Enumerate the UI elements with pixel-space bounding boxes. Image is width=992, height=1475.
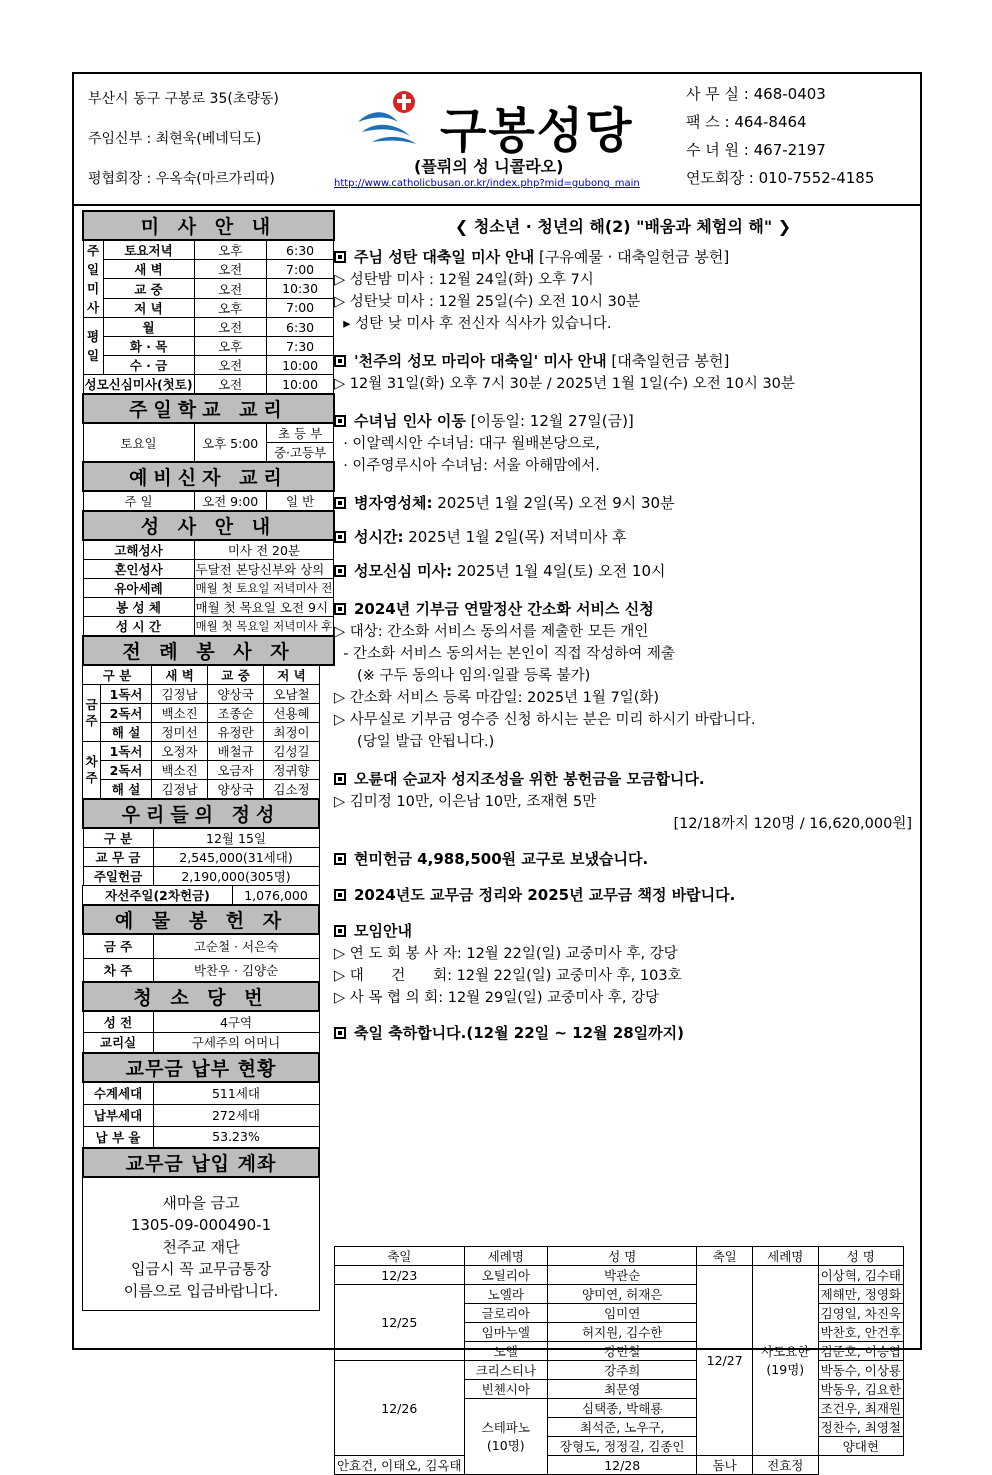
server-name: 양상국 [208, 780, 264, 799]
school-elementary: 초 등 부 [266, 423, 334, 443]
cleaning-label: 교리실 [83, 1032, 153, 1053]
feast-names: 최석준, 노우구, [548, 1418, 697, 1437]
server-name: 배철규 [208, 742, 264, 761]
feast-names: 안효건, 이태오, 김옥태 [335, 1456, 465, 1475]
sacrament-name: 유아세례 [83, 579, 194, 598]
feast-names: 양미연, 허재은 [548, 1285, 697, 1304]
feast-names: 조건우, 최재원 [818, 1399, 903, 1418]
catechumen-time: 오전 9:00 [194, 491, 266, 511]
feast-names: 정찬수, 최영철 [818, 1418, 903, 1437]
notice-section [334, 847, 912, 871]
bank-account [82, 1177, 320, 1311]
mass-name: 새 벽 [103, 260, 194, 279]
school-middle-high: 중·고등부 [266, 443, 334, 463]
section-title: 성모신심 미사: 2025년 1월 4일(토) 오전 10시 [334, 559, 912, 583]
server-name: 선용혜 [264, 704, 320, 723]
feast-names: 강주희 [548, 1361, 697, 1380]
notice-section [334, 349, 912, 395]
servers-header: 새 벽 [152, 666, 208, 685]
server-name: 오금자 [208, 761, 264, 780]
mass-time: 7:00 [266, 298, 334, 317]
feast-saint: 돔나 [697, 1456, 753, 1475]
server-name: 김정남 [152, 685, 208, 704]
feast-saint: 오틸리아 [464, 1266, 547, 1285]
offering-table [82, 798, 320, 886]
feast-header: 축일 [335, 1247, 465, 1266]
section-line: ▷ 김미정 10만, 이은남 10만, 조재현 5만 [334, 794, 597, 810]
sacrament-name: 혼인성사 [83, 560, 194, 579]
section-title: 축일 축하합니다.(12월 22일 ~ 12월 28일까지) [334, 1021, 912, 1045]
notice-section [334, 409, 912, 477]
mass-name: 월 [103, 318, 194, 337]
server-role: 2독서 [101, 704, 152, 723]
section-line: · 이알렉시안 수녀님: 대구 월배본당으로, [334, 436, 600, 452]
square-bullet-icon [334, 773, 346, 785]
server-name: 정미선 [152, 723, 208, 742]
sacrament-desc: 미사 전 20분 [194, 540, 334, 560]
sacrament-desc: 매월 첫 토요일 저녁미사 전 [194, 579, 334, 598]
server-name: 백소진 [152, 704, 208, 723]
section-line: · 이주영루시아 수녀님: 서울 아해맘에서. [334, 458, 600, 474]
offering-label: 주일헌금 [83, 867, 153, 886]
donor-value: 고순철 · 서은숙 [153, 934, 319, 958]
feast-names: 김영일, 차진욱 [818, 1304, 903, 1323]
server-name: 양상국 [208, 685, 264, 704]
servers-header: 교 중 [208, 666, 264, 685]
feast-saint: 빈첸시아 [464, 1380, 547, 1399]
feast-date: 12/23 [335, 1266, 465, 1285]
feast-names: 최문영 [548, 1380, 697, 1399]
servers-table [82, 665, 320, 799]
notice-section [334, 245, 912, 335]
feast-names: 허지원, 김수한 [548, 1323, 697, 1342]
mass-time: 7:00 [266, 260, 334, 279]
square-bullet-icon [334, 565, 346, 577]
server-name: 김소정 [264, 780, 320, 799]
account-number: 1305-09-000490-1 [130, 1216, 272, 1234]
school-time: 오후 5:00 [194, 423, 266, 462]
square-bullet-icon [334, 497, 346, 509]
square-bullet-icon [334, 355, 346, 367]
school-day: 토요일 [83, 423, 194, 462]
offering-title: 우리들의 정성 [83, 799, 319, 828]
sacrament-desc: 매월 첫 목요일 저녁미사 후 [194, 617, 334, 637]
donor-label: 금 주 [83, 934, 153, 958]
mass-ampm: 오후 [194, 337, 266, 356]
mass-name: 성모신심미사(첫토) [83, 375, 194, 395]
contact-fax: 팩 스 : 464-8464 [686, 113, 807, 131]
feast-names: 박동수, 이상룡 [818, 1361, 903, 1380]
notice-section [334, 919, 912, 1009]
feast-names: 장형도, 정정길, 김종인 [548, 1437, 697, 1456]
account-holder: 천주교 재단 [162, 1238, 240, 1256]
feast-names: 이상혁, 김수태 [818, 1266, 903, 1285]
feast-date: 12/26 [335, 1361, 465, 1456]
sacrament-title: 성 사 안 내 [83, 511, 334, 540]
server-role: 해 설 [101, 723, 152, 742]
main-content [334, 214, 912, 1473]
dues-label: 수계세대 [83, 1082, 153, 1104]
mass-time: 6:30 [266, 240, 334, 260]
section-title: 모임안내 [334, 919, 912, 943]
square-bullet-icon [334, 853, 346, 865]
mass-time: 7:30 [266, 337, 334, 356]
sacrament-name: 고해성사 [83, 540, 194, 560]
sacrament-desc: 매월 첫 목요일 오전 9시 [194, 598, 334, 617]
sacrament-name: 성 시 간 [83, 617, 194, 637]
feast-header: 세례명 [464, 1247, 547, 1266]
feast-names: 임미연 [548, 1304, 697, 1323]
section-title: 수녀님 인사 이동 [이동일: 12월 27일(금)] [334, 409, 912, 433]
notice-sections [334, 245, 912, 1045]
feast-saint: 사도요한 (19명) [752, 1266, 818, 1456]
church-name: 구봉성당 [440, 103, 634, 159]
section-line: ▷ 간소화 서비스 등록 마감일: 2025년 1월 7일(화) [334, 690, 660, 706]
square-bullet-icon [334, 925, 346, 937]
sacrament-name: 봉 성 체 [83, 598, 194, 617]
feast-header: 성 명 [548, 1247, 697, 1266]
pastor: 주임신부 : 최현욱(베네딕도) [88, 131, 262, 147]
server-role: 2독서 [101, 761, 152, 780]
feast-names: 김준호, 이승엽 [818, 1342, 903, 1361]
mass-name: 저 녁 [103, 298, 194, 317]
cleaning-label: 성 전 [83, 1011, 153, 1032]
notice-section [334, 883, 912, 907]
servers-header: 구 분 [83, 666, 152, 685]
mass-time: 6:30 [266, 318, 334, 337]
account-title: 교무금 납입 계좌 [83, 1148, 319, 1177]
mass-table [82, 210, 335, 666]
section-line: ▷ 사 목 협 의 회: 12월 29일(일) 교중미사 후, 강당 [334, 990, 660, 1006]
feast-saint: 스테파노 (10명) [464, 1399, 547, 1475]
section-title: 성시간: 2025년 1월 2일(목) 저녁미사 후 [334, 525, 912, 549]
server-name: 김정남 [152, 780, 208, 799]
dues-value: 272세대 [153, 1104, 319, 1126]
notice-section [334, 597, 912, 753]
feast-names: 제해만, 정영화 [818, 1285, 903, 1304]
server-name: 오남철 [264, 685, 320, 704]
mass-ampm: 오전 [194, 279, 266, 298]
feast-header: 세례명 [752, 1247, 818, 1266]
servers-title: 전 례 봉 사 자 [83, 636, 334, 665]
servers-header: 저 녁 [264, 666, 320, 685]
mass-ampm: 오후 [194, 298, 266, 317]
section-title: 2024년 기부금 연말정산 간소화 서비스 신청 [334, 597, 912, 621]
section-title: 2024년도 교무금 정리와 2025년 교무금 책정 바랍니다. [334, 883, 912, 907]
notice-section [334, 1021, 912, 1045]
offering-value: 2,545,000(31세대) [153, 848, 319, 867]
feast-saint: 임마누엘 [464, 1323, 547, 1342]
section-line: - 간소화 서비스 동의서는 본인이 직접 작성하여 제출 [334, 646, 675, 662]
section-line: ▷ 대상: 간소화 서비스 동의서를 제출한 모든 개인 [334, 624, 649, 640]
dues-value: 53.23% [153, 1126, 319, 1148]
mass-name: 토요저녁 [103, 240, 194, 260]
server-name: 김성길 [264, 742, 320, 761]
section-line: ▷ 성탄낮 미사 : 12월 25일(수) 오전 10시 30분 [334, 294, 641, 310]
church-logo-icon [354, 86, 434, 146]
section-line: ▷ 대 건 회: 12월 22일(일) 교중미사 후, 103호 [334, 968, 682, 984]
header-divider [74, 204, 920, 206]
catechumen-type: 일 반 [266, 491, 334, 511]
section-title: 현미헌금 4,988,500원 교구로 보냈습니다. [334, 847, 912, 871]
catechumen-title: 예비신자 교리 [83, 462, 334, 491]
donor-value: 박찬우 · 김양순 [153, 958, 319, 982]
server-name: 유정란 [208, 723, 264, 742]
mass-time: 10:30 [266, 279, 334, 298]
server-role: 해 설 [101, 780, 152, 799]
square-bullet-icon [334, 531, 346, 543]
feast-names: 전효정 [752, 1456, 818, 1475]
this-week-label: 금주 [83, 685, 101, 742]
section-title: 주님 성탄 대축일 미사 안내 [구유예물 · 대축일헌금 봉헌] [334, 245, 912, 269]
square-bullet-icon [334, 889, 346, 901]
mass-ampm: 오후 [194, 240, 266, 260]
feast-date: 12/27 [697, 1266, 753, 1456]
section-line: ▷ 사무실로 기부금 영수증 신청 하시는 분은 미리 하시기 바랍니다. [334, 712, 756, 728]
section-line: ▷ 성탄밤 미사 : 12월 24일(화) 오후 7시 [334, 272, 594, 288]
feast-saint: 노엘 [464, 1342, 547, 1361]
feast-header: 성 명 [818, 1247, 903, 1266]
section-title: '천주의 성모 마리아 대축일' 미사 안내 [대축일헌금 봉헌] [334, 349, 912, 373]
server-name: 정귀향 [264, 761, 320, 780]
mass-name: 수 · 금 [103, 356, 194, 375]
mass-name: 교 중 [103, 279, 194, 298]
cleaning-title: 청 소 당 번 [83, 982, 319, 1011]
server-role: 1독서 [101, 742, 152, 761]
feast-saint: 글로리아 [464, 1304, 547, 1323]
mass-time: 10:00 [266, 356, 334, 375]
next-week-label: 차주 [83, 742, 101, 799]
section-line: ▷ 12월 31일(화) 오후 7시 30분 / 2025년 1월 1일(수) 오전 10시 30분 [334, 376, 795, 392]
notice-section [334, 767, 912, 835]
notice-section [334, 559, 912, 583]
sidebar [82, 210, 333, 1311]
weekday-mass-label: 평일 [83, 318, 103, 375]
sunday-mass-label: 주일미사 [83, 240, 103, 318]
server-name: 백소진 [152, 761, 208, 780]
mass-time: 10:00 [266, 375, 334, 395]
sacrament-desc: 두달전 본당신부와 상의 [194, 560, 334, 579]
notice-section [334, 525, 912, 549]
section-line: ▸ 성탄 낮 미사 후 전신자 식사가 있습니다. [334, 316, 612, 332]
offering-value: 12월 15일 [153, 828, 319, 848]
catechumen-day: 주 일 [83, 491, 194, 511]
feast-header: 축일 [697, 1247, 753, 1266]
feast-names: 박관순 [548, 1266, 697, 1285]
cleaning-value: 구세주의 어머니 [153, 1032, 319, 1053]
account-note: 이름으로 입금바랍니다. [123, 1282, 279, 1300]
square-bullet-icon [334, 251, 346, 263]
notice-section [334, 491, 912, 515]
contact-list [686, 80, 874, 192]
cleaning-value: 4구역 [153, 1011, 319, 1032]
offering-label: 구 분 [83, 828, 153, 848]
section-title: 병자영성체: 2025년 1월 2일(목) 오전 9시 30분 [334, 491, 912, 515]
section-total: [12/18까지 120명 / 16,620,000원] [673, 816, 912, 832]
square-bullet-icon [334, 603, 346, 615]
feast-names: 강민철 [548, 1342, 697, 1361]
offering-value: 2,190,000(305명) [153, 867, 319, 886]
mass-ampm: 오전 [194, 260, 266, 279]
bank-name: 새마을 금고 [162, 1194, 240, 1212]
dues-value: 511세대 [153, 1082, 319, 1104]
feast-names: 박동우, 김요한 [818, 1380, 903, 1399]
header [74, 74, 920, 204]
section-line: (당일 발급 안됩니다.) [334, 734, 495, 750]
charity-value: 1,076,000 [233, 886, 320, 905]
council-president: 평협회장 : 우옥숙(마르가리따) [88, 171, 275, 187]
section-line: (※ 구두 동의나 임의·일괄 등록 불가) [334, 668, 591, 684]
feast-names: 심택종, 박해룡 [548, 1399, 697, 1418]
section-title: 오륜대 순교자 성지조성을 위한 봉헌금을 모금합니다. [334, 767, 912, 791]
patron-saint: (플뤼의 성 니콜라오) [414, 157, 564, 176]
bulletin-frame [72, 72, 922, 1473]
feast-saint: 크리스티나 [464, 1361, 547, 1380]
server-name: 조종순 [208, 704, 264, 723]
feast-date: 12/25 [335, 1285, 465, 1361]
contact-yeondo: 연도회장 : 010-7552-4185 [686, 169, 875, 187]
charity-table [82, 885, 320, 905]
server-role: 1독서 [101, 685, 152, 704]
server-name: 최정이 [264, 723, 320, 742]
contact-convent: 수 녀 원 : 467-2197 [686, 141, 826, 159]
mass-ampm: 오전 [194, 356, 266, 375]
square-bullet-icon [334, 415, 346, 427]
dues-title: 교무금 납부 현황 [83, 1053, 319, 1082]
website-link[interactable]: http://www.catholicbusan.or.kr/index.php?mid=gubong_main [334, 178, 640, 189]
feast-table [334, 1246, 904, 1475]
donor-title: 예 물 봉 헌 자 [83, 905, 319, 934]
contact-office: 사 무 실 : 468-0403 [686, 85, 826, 103]
mass-ampm: 오전 [194, 375, 266, 395]
feast-date: 12/28 [548, 1456, 697, 1475]
offering-label: 교 무 금 [83, 848, 153, 867]
server-name: 오정자 [152, 742, 208, 761]
section-line: ▷ 연 도 회 봉 사 자: 12월 22일(일) 교중미사 후, 강당 [334, 946, 678, 962]
sunday-school-title: 주일학교 교리 [83, 394, 334, 423]
theme-title: ❮ 청소년 · 청년의 해(2) "배움과 체험의 해" ❯ [454, 217, 792, 236]
dues-label: 납부세대 [83, 1104, 153, 1126]
dues-label: 납 부 율 [83, 1126, 153, 1148]
donor-table [82, 904, 320, 1178]
address: 부산시 동구 구봉로 35(초량동) [88, 91, 279, 107]
feast-saint: 노엘라 [464, 1285, 547, 1304]
feast-names: 양대현 [818, 1437, 903, 1456]
feast-names: 박찬호, 안건후 [818, 1323, 903, 1342]
mass-name: 화 · 목 [103, 337, 194, 356]
mass-ampm: 오전 [194, 318, 266, 337]
mass-title: 미 사 안 내 [83, 211, 334, 240]
account-note: 입금시 꼭 교무금통장 [131, 1260, 271, 1278]
donor-label: 차 주 [83, 958, 153, 982]
square-bullet-icon [334, 1027, 346, 1039]
charity-label: 자선주일(2차헌금) [83, 886, 233, 905]
